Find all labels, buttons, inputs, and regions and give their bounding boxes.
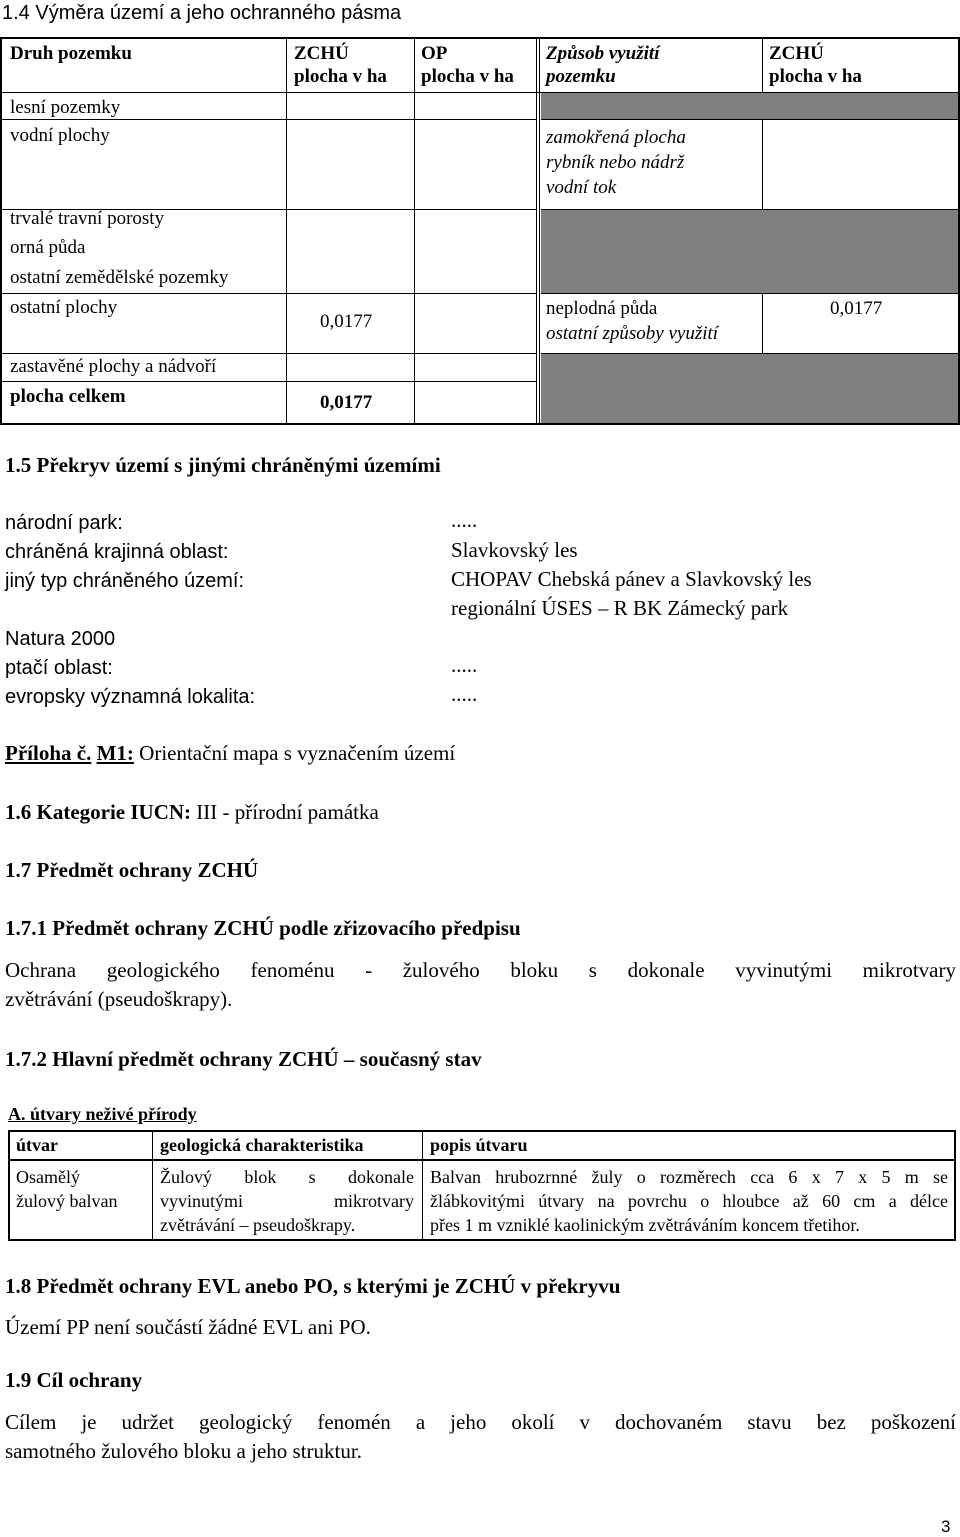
row-vodni-tok: vodní tok: [546, 177, 617, 198]
gray-block-middle: [541, 209, 958, 293]
value-plocha-celkem: 0,0177: [320, 392, 373, 413]
table-a: [8, 1130, 956, 1241]
row-line-r2: [541, 209, 958, 210]
label-chko: chráněná krajinná oblast:: [5, 541, 229, 563]
label-narodni-park: národní park:: [5, 512, 123, 534]
hdr-zpusob-2: pozemku: [546, 66, 616, 87]
table-a-c2-line3: zvětrávání – pseudoškrapy.: [160, 1215, 356, 1235]
row-trvale-porosty: trvalé travní porosty: [10, 208, 165, 229]
row-rybnik-nadrz: rybník nebo nádrž: [546, 152, 685, 173]
table-a-c2-line2: vyvinutými mikrotvary: [160, 1191, 414, 1211]
table-a-c1-line1: Osamělý: [16, 1167, 80, 1187]
row-ostatni-zemedelske: ostatní zemědělské pozemky: [10, 267, 229, 288]
value-chko: Slavkovský les: [451, 538, 578, 562]
table-a-c2-line1: Žulový blok s dokonale: [160, 1167, 414, 1187]
table-a-col-sep-1: [152, 1132, 153, 1239]
row-orna-puda: orná půda: [10, 237, 86, 258]
section-1-6: [5, 800, 379, 825]
value-ptaci-oblast: .....: [451, 653, 478, 677]
hdr-zchu-1: ZCHÚ: [294, 43, 349, 64]
priloha-line: [5, 741, 455, 766]
row-plocha-celkem: plocha celkem: [10, 386, 126, 407]
gray-block-header: [541, 93, 958, 119]
label-evl: evropsky významná lokalita:: [5, 686, 256, 708]
priloha-code: M1:: [96, 741, 134, 765]
section-1-4-heading: 1.4 Výměra území a jeho ochranného pásma: [2, 2, 402, 24]
row-zamokrena-plocha: zamokřená plocha: [546, 127, 686, 148]
section-1-8-heading: 1.8 Předmět ochrany EVL anebo PO, s kterými je ZCHÚ v překryvu: [5, 1274, 621, 1298]
hdr-zchu-2: plocha v ha: [294, 66, 387, 87]
hdr-op-1: OP: [421, 43, 448, 64]
row-zastavene-plochy: zastavěné plochy a nádvoří: [10, 356, 217, 377]
row-ostatni-plochy: ostatní plochy: [10, 297, 118, 318]
hdr-zpusob-1: Způsob využití: [546, 43, 660, 64]
table-a-col-sep-2: [422, 1132, 423, 1239]
value-ostatni-plochy-zchu: 0,0177: [320, 311, 373, 332]
hdr-zchu2-2: plocha v ha: [769, 66, 862, 87]
table-a-c3-line1: Balvan hrubozrnné žuly o rozměrech cca 6 x 7 x 5 m se: [430, 1167, 948, 1187]
value-evl: .....: [451, 682, 478, 706]
row-line-r4: [541, 353, 958, 354]
page-number: 3: [941, 1517, 951, 1536]
section-1-7-1-line1: Ochrana geologického fenoménu - žulového bloku s dokonale vyvinutými mikrotvary: [5, 958, 956, 982]
value-narodni-park: .....: [451, 508, 478, 532]
value-jiny-typ-1: CHOPAV Chebská pánev a Slavkovský les: [451, 567, 812, 591]
section-1-6-heading: 1.6 Kategorie IUCN:: [5, 800, 192, 824]
row-ostatni-zpusoby: ostatní způsoby využití: [546, 323, 719, 344]
row-lesni-pozemky: lesní pozemky: [10, 97, 121, 118]
row-line-l5: [2, 381, 536, 382]
table-a-c3-line3: přes 1 m vzniklé kaolinickým zvětráváním koncem třetihor.: [430, 1215, 860, 1235]
label-ptaci-oblast: ptačí oblast:: [5, 657, 113, 679]
section-1-7-1-heading: 1.7.1 Předmět ochrany ZCHÚ podle zřizovacího předpisu: [5, 916, 521, 940]
col-sep-2: [414, 39, 415, 423]
row-line-l3: [2, 293, 536, 294]
col-sep-3: [536, 39, 540, 423]
section-1-7-1-line2: zvětrávání (pseudoškrapy).: [5, 987, 233, 1011]
row-vodni-plochy: vodní plochy: [10, 125, 110, 146]
hdr-druh-pozemku: Druh pozemku: [10, 43, 132, 64]
section-1-9-heading: 1.9 Cíl ochrany: [5, 1368, 143, 1392]
table-a-c1-line2: žulový balvan: [16, 1191, 118, 1211]
table-a-caption: A. útvary neživé přírody: [8, 1104, 197, 1124]
row-line-r3: [541, 293, 958, 294]
table-a-h-popis: popis útvaru: [430, 1135, 528, 1155]
row-line-r1: [541, 119, 958, 120]
col-sep-4: [762, 39, 763, 209]
section-1-7-heading: 1.7 Předmět ochrany ZCHÚ: [5, 858, 259, 882]
section-1-8-text: Území PP není součástí žádné EVL ani PO.: [5, 1315, 371, 1339]
table-a-h-geologicka: geologická charakteristika: [160, 1135, 364, 1155]
section-1-7-2-heading: 1.7.2 Hlavní předmět ochrany ZCHÚ – současný stav: [5, 1047, 482, 1071]
gray-block-bottom: [541, 353, 958, 423]
hdr-op-2: plocha v ha: [421, 66, 514, 87]
section-1-9-line1: Cílem je udržet geologický fenomén a jeho okolí v dochovaném stavu bez poškození: [5, 1410, 956, 1434]
col-sep-5: [762, 293, 763, 353]
priloha-label: Příloha č.: [5, 741, 92, 765]
section-1-6-value: III - přírodní památka: [191, 800, 379, 824]
value-neplodna-zchu: 0,0177: [830, 298, 883, 319]
priloha-text: Orientační mapa s vyznačením území: [133, 741, 456, 765]
value-jiny-typ-2: regionální ÚSES – R BK Zámecký park: [451, 596, 789, 620]
hdr-zchu2-1: ZCHÚ: [769, 43, 824, 64]
section-1-9-line2: samotného žulového bloku a jeho struktur.: [5, 1439, 362, 1463]
section-1-5-heading: 1.5 Překryv území s jinými chráněnými územími: [5, 453, 441, 477]
table-a-h-utvar: útvar: [16, 1135, 58, 1155]
label-natura-2000: Natura 2000: [5, 628, 116, 650]
table-a-c3-line2: žlábkovitými útvary na povrchu o hloubce až 60 cm a délce: [430, 1191, 948, 1211]
label-jiny-typ: jiný typ chráněného území:: [5, 570, 245, 592]
row-neplodna-puda: neplodná půda: [546, 298, 658, 319]
land-area-table: [0, 37, 960, 425]
col-sep-1: [286, 39, 287, 423]
row-line-l4: [2, 353, 536, 354]
row-line-l1: [2, 119, 536, 120]
